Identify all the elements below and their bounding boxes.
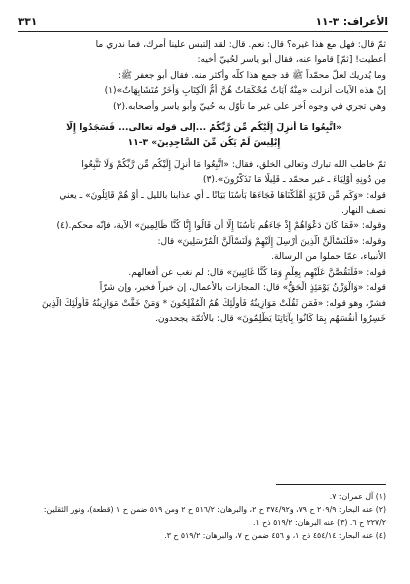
text-line: قوله: «وَالْوَزْنُ يَوْمَئِذٍ الْحَقُّ» قال: المجازات بالأعمال، إن خيراً فخير، وإن شرّاً <box>99 283 386 294</box>
text-line: نصف النهار. <box>340 206 386 217</box>
footnotes <box>22 490 386 542</box>
header-rule <box>18 31 388 32</box>
text-line: وهي تجري في وجوه اُخر على غير ما تأوّل به حُييّ وأبو ياسر وأصحابه.(٢) <box>113 101 386 112</box>
text-line: قوله: «فَلَنَقُصَّنَّ عَلَيْهِم بِعِلْمٍ وَمَا كُنَّا غَائِبِينَ» قال: لم نغب عن أفعالهم. <box>128 267 386 278</box>
footnote: (٢) عنه البحار: ٢٠٩/٩ ح ٧٩، و٣٧٤/٩٢ ح ٢، والبرهان: ٥١٦/٢ ح ٢ ومن ٥١٩ ضمن ح ١ (قطعة)، ونور الثقلين: <box>43 505 386 514</box>
footnote: ٢٢٧/٢ ح ٦. (٣) عنه البرهان: ٥١٩/٢ ذح ١. <box>252 518 386 527</box>
footnote: (٤) عنه البحار: ٤٥٤/١٤ ذح ١، و ٤٥٦ ضمن ح ٧، والبرهان: ٥١٩/٢ ح ٣. <box>164 531 386 540</box>
text-line: خَسِرُوا أَنفُسَهُم بِمَا كَانُوا بِآيَاتِنَا يَظْلِمُونَ» قال: بالأئمّة يجحدون. <box>154 313 386 324</box>
text-line: وقوله: «فَلَنَسْأَلَنَّ الَّذِينَ أُرْسِلَ إِلَيْهِمْ وَلَنَسْأَلَنَّ الْمُرْسَلِينَ» قال: <box>157 236 386 247</box>
text-line: وقوله: «فَمَا كَانَ دَعْوَاهُمْ إِذْ جَاءَهُم بَأْسُنَا إِلَّا أَن قَالُوا إِنَّا كُنَّا ظَالِمِينَ» الآية، فإنّه محكم.(٤) <box>56 221 386 232</box>
text-line: قوله: «وَكَم مِّن قَرْيَةٍ أَهْلَكْنَاهَا فَجَاءَهَا بَأْسُنَا بَيَاتًا ـ أي عذابنا بالليل ـ أَوْ هُمْ قَائِلُونَ» ـ يعني <box>59 190 386 201</box>
page-number: ٣٣١ <box>18 16 38 28</box>
text-line: الأنبياء، عمّا حملوا من الرسالة. <box>271 252 386 263</box>
verse-heading-line: «اتَّبِعُوا مَا أُنزِلَ إِلَيْكُم مِّن رَّبِّكُمْ ...إلى قوله تعالى... فَسَجَدُوا إِلَّا <box>66 123 342 134</box>
text-line: ثمّ خاطب الله تبارك وتعالى الخلق، فقال: «اتَّبِعُوا مَا أُنزِلَ إِلَيْكُم مِّن رَّبِّكُمْ وَلَا تَتَّبِعُوا <box>81 159 386 170</box>
text-line: وما يُدريك لعلّ محمّداً ﷺ قد جمع هذا كلّه وأكثر منه. فقال أبو جعفر ﷺ: <box>117 70 386 81</box>
footnote-rule <box>276 484 386 485</box>
verse-heading-line: إِبْلِيسَ لَمْ يَكُن مِّنَ السَّاجِدِينَ» ٣-١١ <box>127 138 281 149</box>
footnote: (١) آل عمران: ٧. <box>329 492 386 501</box>
text-line: أعطيت! [ثمّ] قاموا عنه، فقال أبو ياسر لحُييّ أخيه: <box>197 55 386 66</box>
page-header <box>18 14 388 30</box>
text-line: ثمّ قال: فهل مع هذا غيره؟ قال: نعم. قال: لقد إلتبس علينا أمرك، فما ندري ما <box>95 40 386 50</box>
main-text <box>22 38 386 327</box>
text-line: فشرّ، وهو قوله: «فَمَن ثَقُلَتْ مَوَازِينُهُ فَأُولَٰئِكَ هُمُ الْمُفْلِحُونَ * وَمَنْ خَفَّتْ مَوَازِينُهُ فَأُولَٰئِكَ الَّذِينَ <box>42 298 386 309</box>
text-line: مِن دُونِهِ أَوْلِيَاءَ ـ غير محمّد ـ قَلِيلًا مَا تَذَكَّرُونَ».(٣) <box>202 175 386 186</box>
running-title: الأعراف: ٣-١١ <box>315 16 388 28</box>
text-line: إنّ هذه الآيات أنزلت «مِنْهُ آيَاتٌ مُحْكَمَاتٌ هُنَّ أُمُّ الْكِتَابِ وَأُخَرُ مُتَشَابِهَاتٌ»(١) <box>104 86 386 97</box>
